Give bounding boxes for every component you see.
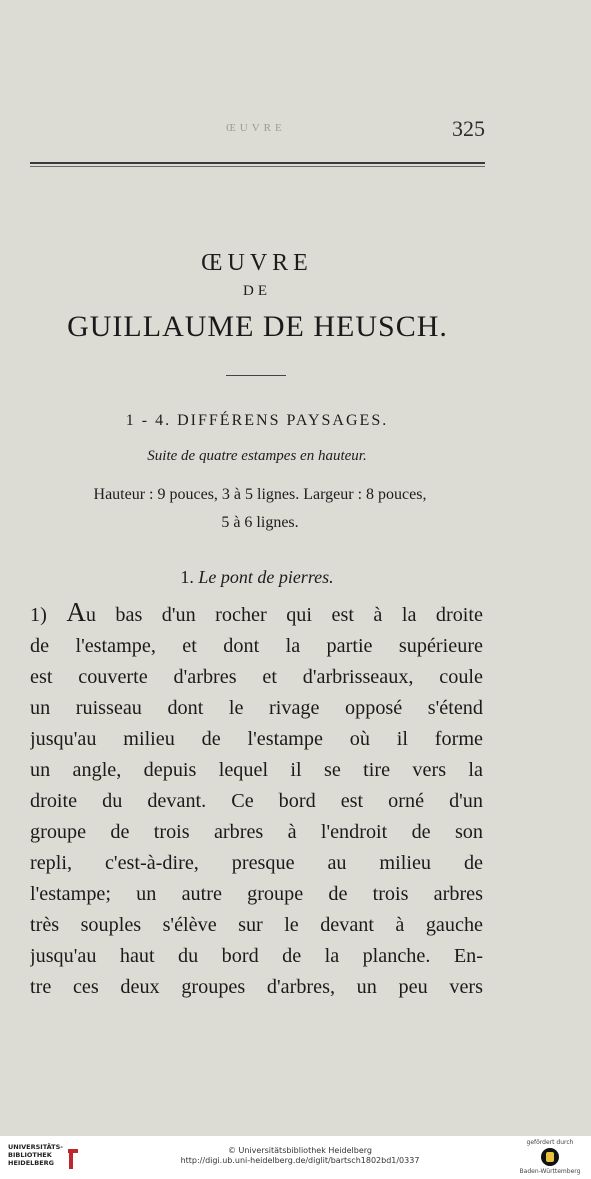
page-header <box>30 116 485 146</box>
plate-title: Le pont de pierres. <box>198 567 334 587</box>
funded-by-label: gefördert durch <box>526 1139 574 1146</box>
title-artist: GUILLAUME DE HEUSCH. <box>67 310 448 343</box>
text-line: très souples s'élève sur le devant à gauche <box>30 914 483 936</box>
text-line <box>30 597 483 631</box>
text-fragment: u bas d'un rocher qui est à la droite <box>85 604 483 626</box>
header-rule-thin <box>30 166 485 167</box>
title-divider <box>226 375 286 376</box>
library-emblem-icon <box>66 1147 80 1171</box>
funder-name: Baden-Württemberg <box>519 1168 581 1175</box>
library-name-line: UNIVERSITÄTS- <box>8 1143 63 1151</box>
library-name-line: BIBLIOTHEK <box>8 1151 52 1159</box>
text-line: un angle, depuis lequel il se tire vers la <box>30 759 483 781</box>
drop-letter: A <box>66 597 86 627</box>
copyright-text: © Universitätsbibliothek Heidelberg <box>227 1146 372 1155</box>
text-line: de l'estampe, et dont la partie supérieure <box>30 635 483 657</box>
library-name <box>8 1143 63 1167</box>
state-seal-icon <box>541 1148 559 1166</box>
running-head: ŒUVRE <box>226 122 286 134</box>
text-line: groupe de trois arbres à l'endroit de son <box>30 821 483 843</box>
body-text <box>30 597 483 1003</box>
text-line: l'estampe; un autre groupe de trois arbres <box>30 883 483 905</box>
lead-number: 1) <box>30 604 47 626</box>
viewer-footer <box>0 1136 591 1179</box>
dimensions-line: 5 à 6 lignes. <box>221 514 299 531</box>
dimensions-line: Hauteur : 9 pouces, 3 à 5 lignes. Largeur : 8 pouces, <box>93 486 427 503</box>
permalink[interactable]: http://digi.ub.uni-heidelberg.de/diglit/bartsch1802bd1/0337 <box>180 1156 420 1165</box>
text-line: jusqu'au haut du bord de la planche. En- <box>30 945 483 967</box>
text-line: est couverte d'arbres et d'arbrisseaux, coule <box>30 666 483 688</box>
library-name-line: HEIDELBERG <box>8 1159 55 1167</box>
page-number: 325 <box>452 116 485 141</box>
text-line: repli, c'est-à-dire, presque au milieu de <box>30 852 483 874</box>
title-de: DE <box>243 283 271 299</box>
text-line: jusqu'au milieu de l'estampe où il forme <box>30 728 483 750</box>
title-oeuvre: ŒUVRE <box>201 250 313 276</box>
dimensions <box>40 481 480 537</box>
library-logo[interactable] <box>8 1143 78 1173</box>
credit <box>150 1146 450 1166</box>
header-rule <box>30 162 485 164</box>
plate-heading <box>0 567 514 588</box>
text-line: droite du devant. Ce bord est orné d'un <box>30 790 483 812</box>
funder-block[interactable] <box>518 1139 582 1175</box>
section-subtitle: Suite de quatre estampes en hauteur. <box>147 448 367 464</box>
section-heading: 1 - 4. DIFFÉRENS PAYSAGES. <box>125 412 389 429</box>
text-line: un ruisseau dont le rivage opposé s'étend <box>30 697 483 719</box>
text-line: tre ces deux groupes d'arbres, un peu vers <box>30 976 483 998</box>
plate-number: 1. <box>180 567 194 587</box>
